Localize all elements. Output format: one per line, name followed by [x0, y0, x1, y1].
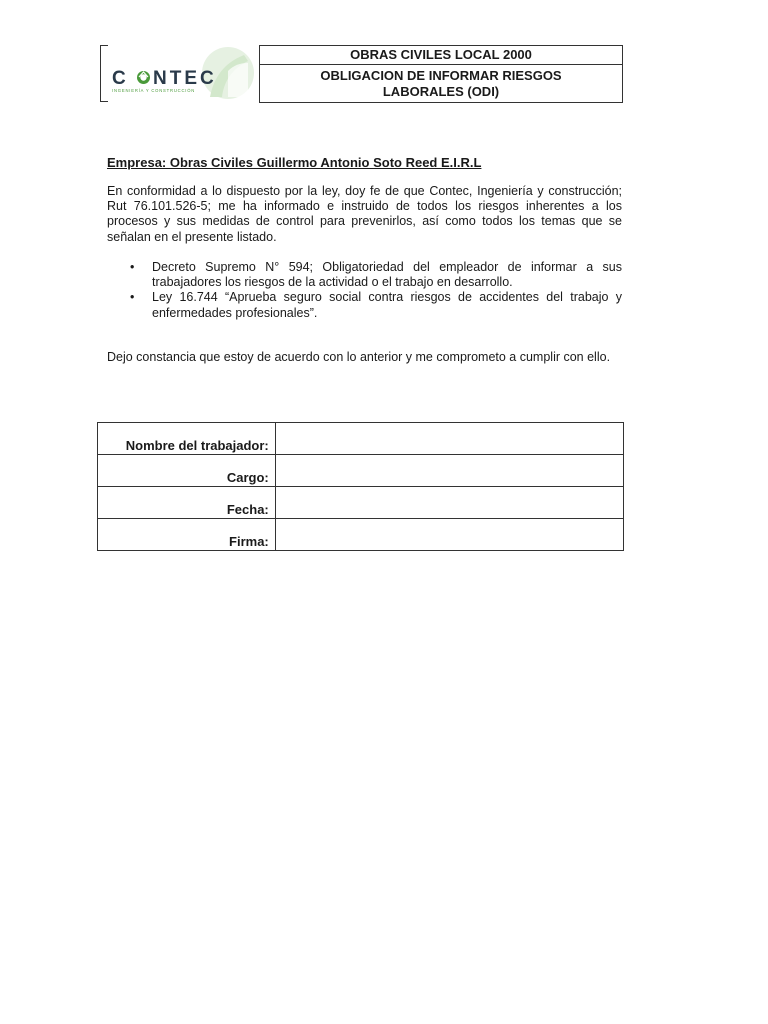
- document-title: [260, 65, 622, 100]
- table-row: [98, 487, 624, 519]
- logo-subtext: INGENIERÍA Y CONSTRUCCIÓN: [112, 88, 196, 93]
- signature-label: Firma:: [98, 519, 276, 551]
- bullet-icon: •: [130, 260, 135, 274]
- worker-name-label: Nombre del trabajador:: [98, 423, 276, 455]
- date-label: Fecha:: [98, 487, 276, 519]
- header-title-table: [259, 45, 623, 103]
- bullet-icon: •: [130, 290, 135, 305]
- table-row: [98, 455, 624, 487]
- signature-field[interactable]: [275, 519, 623, 551]
- document-title-line1: OBLIGACION DE INFORMAR RIESGOS: [320, 68, 562, 83]
- project-title: OBRAS CIVILES LOCAL 2000: [260, 46, 622, 65]
- confirmation-text: Dejo constancia que estoy de acuerdo con lo anterior y me comprometo a cumplir con ello.: [107, 350, 611, 364]
- document-title-line2: LABORALES (ODI): [382, 84, 500, 99]
- position-field[interactable]: [275, 455, 623, 487]
- list-item: [130, 260, 622, 290]
- table-row: [98, 519, 624, 551]
- svg-text:NTEC: NTEC: [153, 68, 217, 89]
- table-row: [98, 423, 624, 455]
- svg-text:C: C: [112, 68, 129, 89]
- list-item: [130, 290, 622, 320]
- list-item-text: Ley 16.744 “Aprueba seguro social contra riesgos de accidentes del trabajo y enfermedades profesionales”.: [152, 290, 622, 320]
- worker-form-table: [97, 422, 624, 551]
- declaration-paragraph: En conformidad a lo dispuesto por la ley, doy fe de que Contec, Ingeniería y construcción; Rut 76.101.526-5; me ha informado e instruido de todos los riesgos inherentes a los procesos y sus medidas de control para prevenirlos, así como todos los temas que se señalan en el presente listado.: [107, 184, 622, 244]
- contec-logo: [110, 47, 258, 101]
- position-label: Cargo:: [98, 455, 276, 487]
- date-field[interactable]: [275, 487, 623, 519]
- regulation-list: [130, 260, 622, 321]
- worker-name-field[interactable]: [275, 423, 623, 455]
- list-item-text: Decreto Supremo N° 594; Obligatoriedad del empleador de informar a sus trabajadores los riesgos de la actividad o el trabajo en desarrollo.: [152, 260, 622, 290]
- company-line: Empresa: Obras Civiles Guillermo Antonio Soto Reed E.I.R.L: [107, 155, 482, 170]
